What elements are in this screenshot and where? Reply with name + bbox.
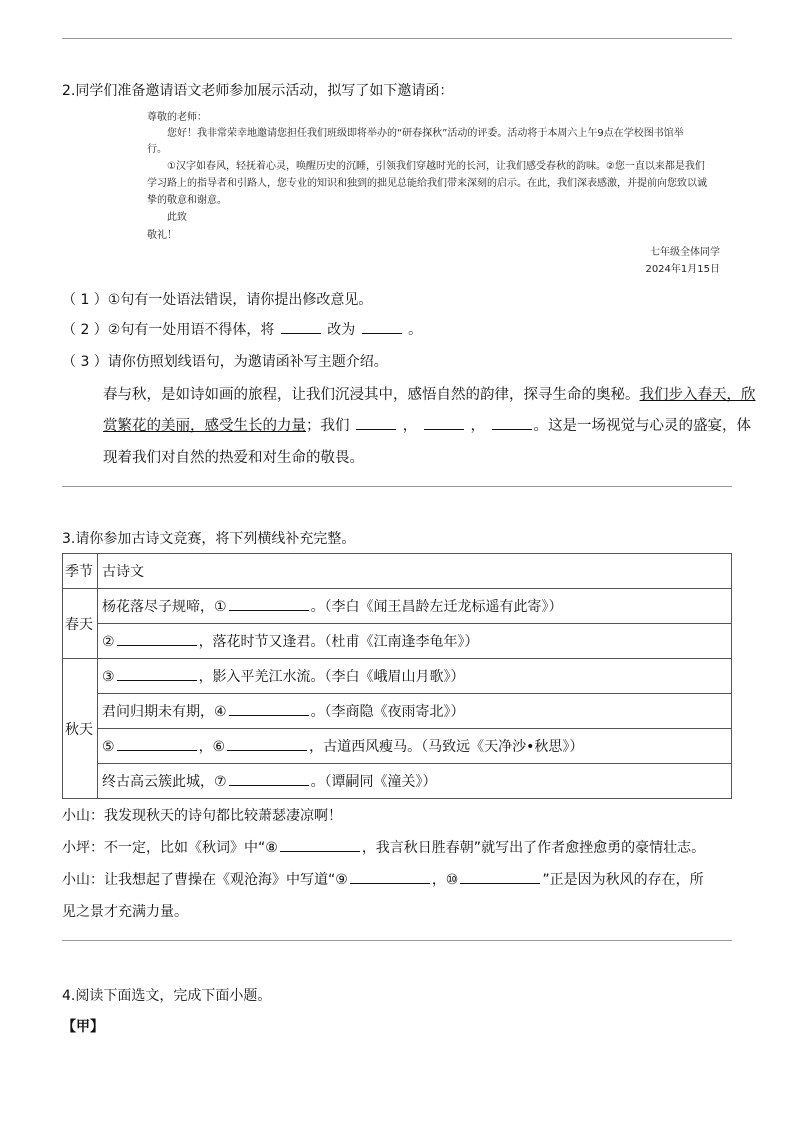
q2-sub2-prefix: （ 2 ）②句有一处用语不得体，将 xyxy=(62,322,275,338)
poem-cell xyxy=(98,729,732,764)
comma: ， xyxy=(470,418,485,434)
paragraph-text: 。这是一场视觉与心灵的盛宴，体 xyxy=(533,418,752,434)
q2-title: 2.同学们准备邀请语文老师参加展示活动，拟写了如下邀请函： xyxy=(62,83,454,99)
dialogue-line-4: 见之景才充满力量。 xyxy=(62,904,188,920)
poem-text: ，古道西风瘦马。（马致远《天净沙•秋思》） xyxy=(309,739,584,755)
letter-date: 2024年1月15日 xyxy=(645,264,720,275)
letter-signature: 七年级全体同学 xyxy=(650,247,720,258)
letter-closing-2: 敬礼！ xyxy=(147,230,177,241)
q2-paragraph-line3: 现着我们对自然的热爱和对生命的敬畏。 xyxy=(103,450,364,466)
q4-section-label: 【甲】 xyxy=(62,1019,104,1035)
dialogue-text: ，我言秋日胜春朝”就写出了作者愈挫愈勇的豪情壮志。 xyxy=(361,840,706,856)
q2-sub2-middle: 改为 xyxy=(327,322,356,338)
answer-blank[interactable] xyxy=(117,668,197,681)
poem-text: 杨花落尽子规啼，① xyxy=(102,599,227,615)
answer-blank[interactable] xyxy=(227,738,307,751)
poem-cell xyxy=(98,659,732,694)
answer-blank[interactable] xyxy=(460,871,540,884)
divider-top xyxy=(62,38,732,39)
answer-blank[interactable] xyxy=(117,738,197,751)
dialogue-text: ”正是因为秋风的存在，所 xyxy=(542,872,704,888)
answer-blank[interactable] xyxy=(229,703,309,716)
dialogue-line-2 xyxy=(62,837,705,857)
dialogue-text: 小山：让我想起了曹操在《观沧海》中写道“⑨ xyxy=(62,872,348,888)
poem-text: ，落花时节又逢君。（杜甫《江南逢李龟年》） xyxy=(198,634,479,650)
poem-cell xyxy=(98,694,732,729)
answer-blank[interactable] xyxy=(356,417,396,430)
answer-blank[interactable] xyxy=(117,633,197,646)
answer-blank[interactable] xyxy=(229,598,309,611)
poem-text: ，影入平羌江水流。（李白《峨眉山月歌》） xyxy=(198,669,465,685)
poem-text: ，⑥ xyxy=(198,739,226,755)
q2-paragraph-line2 xyxy=(103,414,751,435)
dialogue-text: 小坪：不一定，比如《秋词》中“⑧ xyxy=(62,840,278,856)
answer-blank[interactable] xyxy=(281,321,321,334)
letter-p2b: 学习路上的指导者和引路人，您专业的知识和独到的拙见总能给我们带来深刻的启示。在此，我们深表感激，并提前向您致以诚 xyxy=(147,178,707,189)
dialogue-text: ，⑩ xyxy=(431,872,459,888)
q4-title: 4.阅读下面选文，完成下面小题。 xyxy=(62,988,272,1004)
answer-blank[interactable] xyxy=(229,773,309,786)
letter-p1a: 您好！我非常荣幸地邀请您担任我们班级即将举办的“研春探秋”活动的评委。活动将于本周六上午9点在学校图书馆举 xyxy=(167,128,684,139)
table-row xyxy=(63,764,732,799)
poem-cell xyxy=(98,624,732,659)
answer-blank[interactable] xyxy=(350,871,430,884)
answer-blank[interactable] xyxy=(280,839,360,852)
paragraph-text: 春与秋，是如诗如画的旅程，让我们沉浸其中，感悟自然的韵律，探寻生命的奥秘。 xyxy=(103,387,640,403)
q3-title: 3.请你参加古诗文竞赛，将下列横线补充完整。 xyxy=(62,531,356,547)
poem-cell xyxy=(98,589,732,624)
poem-text: ⑤ xyxy=(102,739,115,755)
table-row xyxy=(63,694,732,729)
poem-text: ② xyxy=(102,634,115,650)
q2-paragraph-line1 xyxy=(103,383,756,404)
poetry-table xyxy=(62,553,732,799)
poem-text: 。（李商隐《夜雨寄北》） xyxy=(310,704,465,720)
underlined-text: 我们步入春天，欣 xyxy=(639,387,756,403)
comma: ， xyxy=(402,418,418,434)
q2-sub3: （ 3 ）请你仿照划线语句，为邀请函补写主题介绍。 xyxy=(62,354,388,370)
header-season: 季节 xyxy=(63,554,98,589)
letter-p2c: 挚的敬意和谢意。 xyxy=(147,195,227,206)
dialogue-line-3 xyxy=(62,869,704,889)
answer-blank[interactable] xyxy=(362,321,402,334)
table-row xyxy=(63,729,732,764)
answer-blank[interactable] xyxy=(492,417,532,430)
table-row xyxy=(63,659,732,694)
poem-text: ③ xyxy=(102,669,115,685)
q2-sub1: （ 1 ）①句有一处语法错误，请你提出修改意见。 xyxy=(62,292,373,308)
poem-text: 。（谭嗣同《潼关》） xyxy=(310,774,437,790)
underlined-text: 赏繁花的美丽，感受生长的力量 xyxy=(103,418,306,434)
letter-closing-1: 此致 xyxy=(167,212,187,223)
answer-blank[interactable] xyxy=(424,417,464,430)
letter-salutation: 尊敬的老师： xyxy=(147,112,207,123)
q2-sub2-end: 。 xyxy=(408,322,423,338)
letter-p1b: 行。 xyxy=(147,144,167,155)
season-autumn: 秋天 xyxy=(63,659,98,799)
paragraph-text: ；我们 xyxy=(306,418,350,434)
table-row xyxy=(63,624,732,659)
dialogue-line-1: 小山：我发现秋天的诗句都比较萧瑟凄凉啊！ xyxy=(62,808,342,824)
poem-cell xyxy=(98,764,732,799)
poem-text: 君问归期未有期，④ xyxy=(102,704,227,720)
season-spring: 春天 xyxy=(63,589,98,659)
q2-sub2 xyxy=(62,319,422,339)
header-poem: 古诗文 xyxy=(98,554,732,589)
table-row xyxy=(63,589,732,624)
table-header-row xyxy=(63,554,732,589)
poem-text: 终古高云簇此城，⑦ xyxy=(102,774,227,790)
divider-q3-q4 xyxy=(62,940,732,941)
letter-p2a: ①汉字如春风，轻抚着心灵，唤醒历史的沉睡，引领我们穿越时光的长河，让我们感受春秋的韵味。②您一直以来都是我们 xyxy=(167,161,705,172)
divider-q2-q3 xyxy=(62,486,732,487)
poem-text: 。（李白《闻王昌龄左迁龙标遥有此寄》） xyxy=(310,599,563,615)
